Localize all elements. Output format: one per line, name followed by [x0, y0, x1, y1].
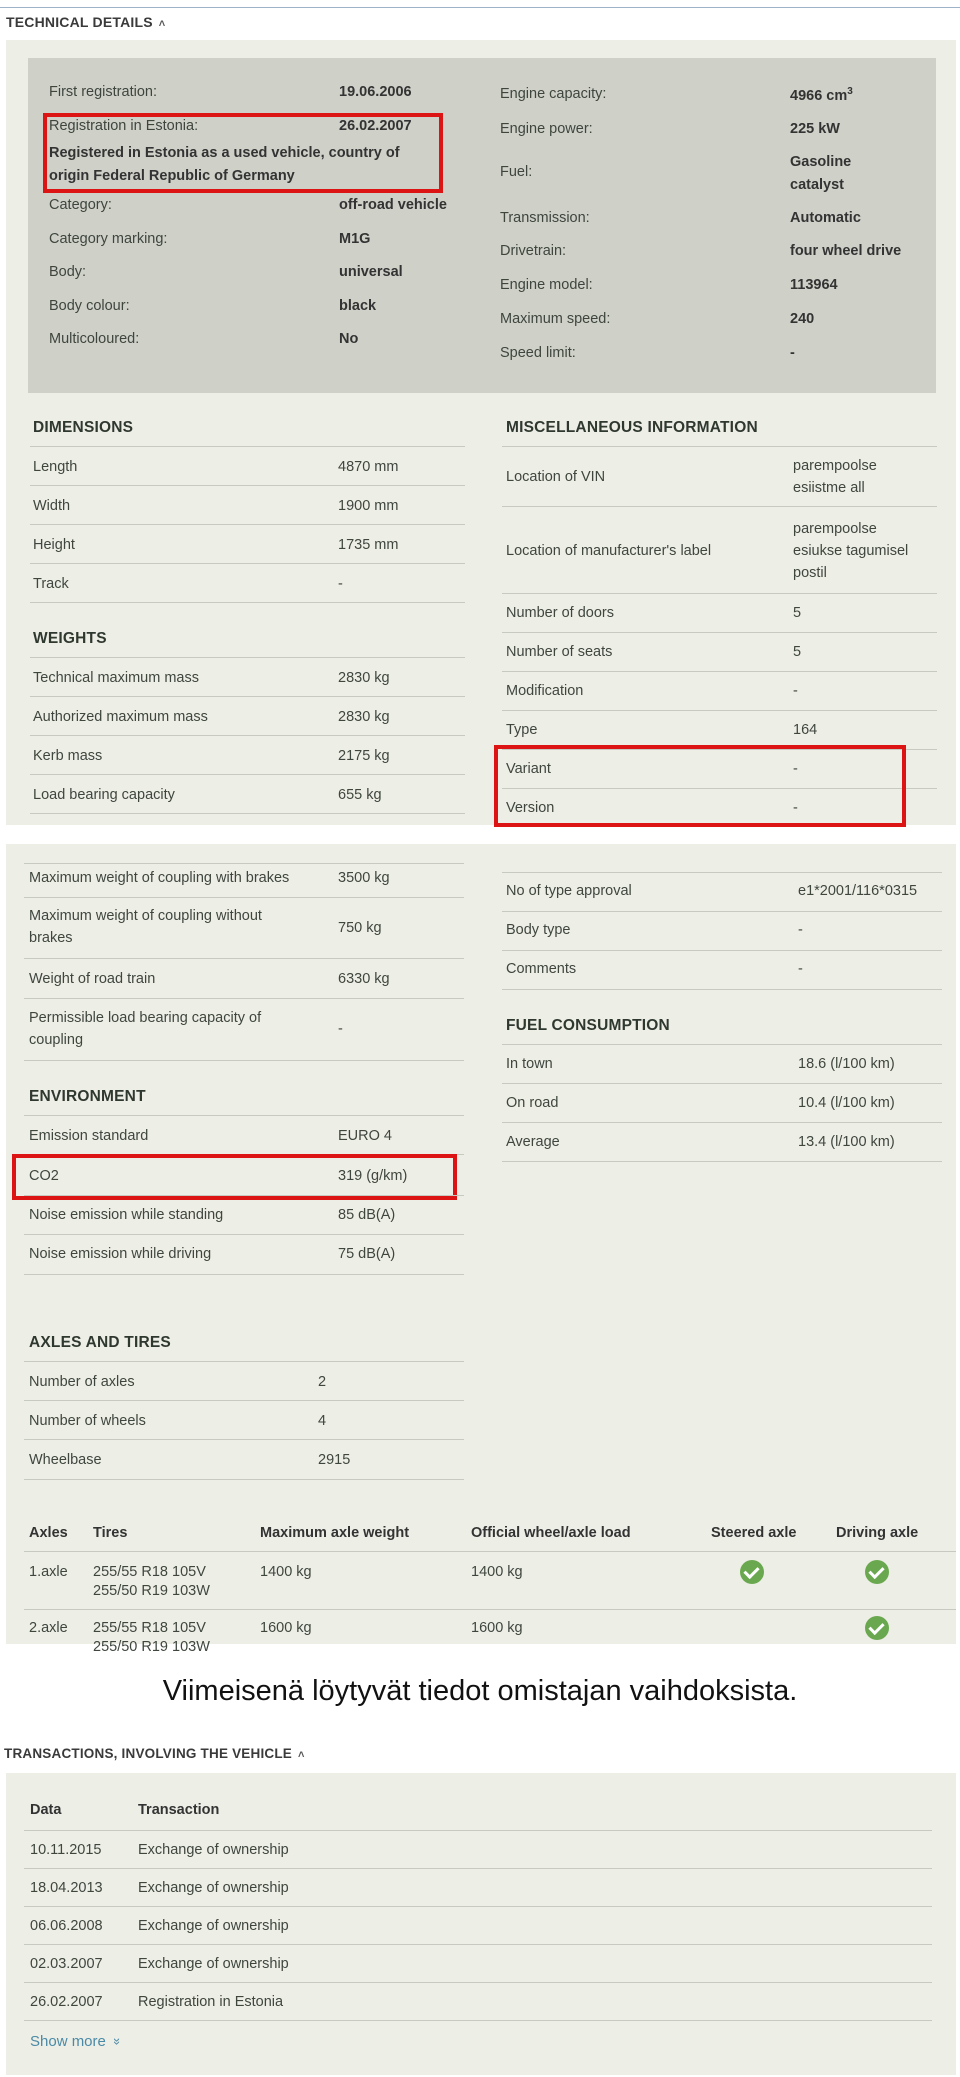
- type-label: Type: [506, 722, 538, 738]
- divider: [24, 1234, 464, 1235]
- divider: [24, 1115, 464, 1116]
- seats-value: 5: [793, 644, 802, 660]
- transaction-type: Exchange of ownership: [138, 1956, 289, 1972]
- emission-standard-label: Emission standard: [29, 1128, 149, 1144]
- authorized-max-mass-value: 2830 kg: [338, 709, 390, 725]
- coupling-without-brakes-label: Maximum weight of coupling without: [29, 908, 262, 924]
- transaction-date: 02.03.2007: [30, 1956, 103, 1972]
- divider: [24, 2020, 932, 2021]
- technical-max-mass-value: 2830 kg: [338, 670, 390, 686]
- technical-max-mass-label: Technical maximum mass: [33, 670, 199, 686]
- doors-value: 5: [793, 605, 802, 621]
- first-registration-value: 19.06.2006: [339, 84, 412, 100]
- registration-estonia-value: 26.02.2007: [339, 118, 412, 134]
- axle-1-max-weight: 1400 kg: [260, 1564, 312, 1580]
- transactions-title: TRANSACTIONS, INVOLVING THE VEHICLE: [4, 1746, 293, 1761]
- transaction-type: Exchange of ownership: [138, 1880, 289, 1896]
- divider: [502, 593, 937, 594]
- noise-driving-label: Noise emission while driving: [29, 1246, 212, 1262]
- multicoloured-label: Multicoloured:: [49, 331, 140, 347]
- divider: [30, 563, 465, 564]
- speed-limit-label: Speed limit:: [500, 345, 576, 361]
- divider: [30, 524, 465, 525]
- number-of-wheels-value: 4: [318, 1413, 327, 1429]
- comments-value: -: [798, 961, 803, 977]
- wheelbase-value: 2915: [318, 1452, 351, 1468]
- engine-model-label: Engine model:: [500, 277, 593, 293]
- max-axle-weight-column-header: Maximum axle weight: [260, 1525, 410, 1541]
- axle-2-max-weight: 1600 kg: [260, 1620, 312, 1636]
- fuel-value: Gasoline: [790, 154, 852, 170]
- number-of-axles-value: 2: [318, 1374, 327, 1390]
- engine-power-value: 225 kW: [790, 121, 840, 137]
- divider: [30, 696, 465, 697]
- first-registration-label: First registration:: [49, 84, 157, 100]
- vin-location-label: Location of VIN: [506, 469, 606, 485]
- transaction-column-header: Transaction: [138, 1802, 220, 1818]
- length-value: 4870 mm: [338, 459, 399, 475]
- axles-tires-heading: AXLES AND TIRES: [29, 1334, 171, 1351]
- transactions-header[interactable]: [4, 1746, 305, 1761]
- transmission-label: Transmission:: [500, 210, 590, 226]
- manufacturer-label-location-label: Location of manufacturer's label: [506, 543, 712, 559]
- divider: [502, 911, 942, 912]
- date-column-header: Data: [30, 1802, 62, 1818]
- divider: [24, 1361, 464, 1362]
- divider: [24, 1274, 464, 1275]
- co2-value: 319 (g/km): [338, 1168, 408, 1184]
- divider: [502, 1044, 942, 1045]
- manufacturer-label-value-3: postil: [793, 565, 827, 581]
- divider: [24, 897, 464, 898]
- divider: [30, 485, 465, 486]
- axle-1-tire-1: 255/55 R18 105V: [93, 1564, 206, 1580]
- highlight-co2: [12, 1154, 457, 1200]
- track-label: Track: [33, 576, 69, 592]
- average-value: 13.4 (l/100 km): [798, 1134, 895, 1150]
- axle-2-tire-2: 255/50 R19 103W: [93, 1639, 210, 1655]
- in-town-label: In town: [506, 1056, 553, 1072]
- category-label: Category:: [49, 197, 112, 213]
- axle-1-tire-2: 255/50 R19 103W: [93, 1583, 210, 1599]
- divider: [30, 735, 465, 736]
- road-train-weight-label: Weight of road train: [29, 971, 156, 987]
- multicoloured-value: No: [339, 331, 359, 347]
- coupling-without-brakes-label-2: brakes: [29, 930, 73, 946]
- vin-location-value-1: parempoolse: [793, 458, 877, 474]
- coupling-with-brakes-label: Maximum weight of coupling with brakes: [29, 870, 290, 886]
- divider: [24, 1551, 956, 1552]
- dimensions-heading: DIMENSIONS: [33, 419, 134, 436]
- divider: [24, 1439, 464, 1440]
- comments-label: Comments: [506, 961, 577, 977]
- on-road-label: On road: [506, 1095, 559, 1111]
- divider: [24, 998, 464, 999]
- noise-standing-value: 85 dB(A): [338, 1207, 396, 1223]
- load-bearing-capacity-value: 655 kg: [338, 787, 382, 803]
- divider: [24, 1060, 464, 1061]
- drivetrain-label: Drivetrain:: [500, 243, 567, 259]
- coupling-with-brakes-value: 3500 kg: [338, 870, 390, 886]
- body-colour-value: black: [339, 298, 377, 314]
- divider: [502, 632, 937, 633]
- coupling-load-capacity-label-2: coupling: [29, 1032, 84, 1048]
- type-approval-value: e1*2001/116*0315: [798, 883, 918, 899]
- coupling-without-brakes-value: 750 kg: [338, 920, 382, 936]
- coupling-load-capacity-value: -: [338, 1021, 343, 1037]
- top-border: [0, 7, 960, 8]
- type-approval-label: No of type approval: [506, 883, 632, 899]
- engine-model-value: 113964: [790, 277, 838, 293]
- official-load-column-header: Official wheel/axle load: [471, 1525, 631, 1541]
- modification-label: Modification: [506, 683, 584, 699]
- category-value: off-road vehicle: [339, 197, 447, 213]
- maximum-speed-label: Maximum speed:: [500, 311, 611, 327]
- show-more-label: Show more: [30, 2033, 106, 2050]
- registered-note-line2: origin Federal Republic of Germany: [49, 168, 295, 184]
- transaction-type: Registration in Estonia: [138, 1994, 284, 2010]
- in-town-value: 18.6 (l/100 km): [798, 1056, 895, 1072]
- divider: [502, 671, 937, 672]
- noise-standing-label: Noise emission while standing: [29, 1207, 224, 1223]
- show-more-link[interactable]: [30, 2033, 126, 2050]
- transmission-value: Automatic: [790, 210, 861, 226]
- width-value: 1900 mm: [338, 498, 399, 514]
- transaction-type: Exchange of ownership: [138, 1842, 289, 1858]
- emission-standard-value: EURO 4: [338, 1128, 392, 1144]
- axle-2-tire-2-clip: [93, 1636, 210, 1655]
- divider: [24, 863, 464, 864]
- divider: [24, 1609, 956, 1610]
- collapse-chevron-icon[interactable]: ˄: [298, 1749, 305, 1761]
- height-value: 1735 mm: [338, 537, 399, 553]
- engine-power-label: Engine power:: [500, 121, 593, 137]
- axles-column-header: Axles: [29, 1525, 68, 1541]
- axle-2-official-load: 1600 kg: [471, 1620, 523, 1636]
- number-of-wheels-label: Number of wheels: [29, 1413, 146, 1429]
- manufacturer-label-value-2: esiukse tagumisel: [793, 543, 909, 559]
- chevron-down-icon: »: [110, 2037, 126, 2046]
- axle-2-driving-check-icon: [865, 1616, 889, 1640]
- fuel-label: Fuel:: [500, 164, 533, 180]
- divider: [24, 1479, 464, 1480]
- fuel-value-2: catalyst: [790, 177, 845, 193]
- load-bearing-capacity-label: Load bearing capacity: [33, 787, 175, 803]
- transaction-type: Exchange of ownership: [138, 1918, 289, 1934]
- version-label: Version: [506, 800, 555, 816]
- divider: [30, 602, 465, 603]
- seats-label: Number of seats: [506, 644, 613, 660]
- category-marking-value: M1G: [339, 231, 371, 247]
- doors-label: Number of doors: [506, 605, 614, 621]
- body-type-value: -: [798, 922, 803, 938]
- on-road-value: 10.4 (l/100 km): [798, 1095, 895, 1111]
- transaction-date: 26.02.2007: [30, 1994, 103, 2010]
- track-value: -: [338, 576, 343, 592]
- body-label: Body:: [49, 264, 87, 280]
- maximum-speed-value: 240: [790, 311, 815, 327]
- axle-2-tire-1: 255/55 R18 105V: [93, 1620, 206, 1636]
- number-of-axles-label: Number of axles: [29, 1374, 135, 1390]
- highlight-registration: [43, 113, 443, 193]
- divider: [502, 989, 942, 990]
- divider: [502, 506, 937, 507]
- wheelbase-label: Wheelbase: [29, 1452, 102, 1468]
- divider: [24, 958, 464, 959]
- speed-limit-value: -: [790, 345, 795, 361]
- registered-note-line1: Registered in Estonia as a used vehicle, country of: [49, 145, 400, 161]
- axle-1-steered-check-icon: [740, 1560, 764, 1584]
- finnish-caption: Viimeisenä löytyvät tiedot omistajan vaihdoksista.: [162, 1675, 798, 1707]
- co2-label: CO2: [29, 1168, 59, 1184]
- body-type-label: Body type: [506, 922, 571, 938]
- category-marking-label: Category marking:: [49, 231, 168, 247]
- collapse-chevron-icon[interactable]: ˄: [158, 18, 166, 30]
- divider: [24, 1830, 932, 1831]
- average-label: Average: [506, 1134, 560, 1150]
- technical-details-header[interactable]: [6, 14, 165, 30]
- modification-value: -: [793, 683, 798, 699]
- divider: [24, 1195, 464, 1196]
- misc-heading: MISCELLANEOUS INFORMATION: [506, 419, 758, 436]
- divider: [24, 1868, 932, 1869]
- manufacturer-label-value-1: parempoolse: [793, 521, 877, 537]
- engine-capacity-label: Engine capacity:: [500, 86, 607, 102]
- engine-capacity-value: 4966 $cm^3$: [790, 86, 853, 104]
- transaction-date: 06.06.2008: [30, 1918, 103, 1934]
- length-label: Length: [33, 459, 78, 475]
- environment-heading: ENVIRONMENT: [29, 1088, 146, 1105]
- steered-axle-column-header: Steered axle: [711, 1525, 797, 1541]
- vin-location-value-2: esiistme all: [793, 480, 865, 496]
- registration-estonia-label: Registration in Estonia:: [49, 118, 199, 134]
- tires-column-header: Tires: [93, 1525, 128, 1541]
- height-label: Height: [33, 537, 75, 553]
- road-train-weight-value: 6330 kg: [338, 971, 390, 987]
- axle-1-driving-check-icon: [865, 1560, 889, 1584]
- width-label: Width: [33, 498, 71, 514]
- divider: [30, 774, 465, 775]
- transaction-date: 10.11.2015: [30, 1842, 102, 1858]
- body-value: universal: [339, 264, 403, 280]
- divider: [502, 446, 937, 447]
- noise-driving-value: 75 dB(A): [338, 1246, 396, 1262]
- version-value: -: [793, 800, 798, 816]
- authorized-max-mass-label: Authorized maximum mass: [33, 709, 208, 725]
- body-colour-label: Body colour:: [49, 298, 130, 314]
- axle-2-label: 2.axle: [29, 1620, 68, 1636]
- divider: [502, 710, 937, 711]
- technical-details-title: TECHNICAL DETAILS: [6, 14, 153, 30]
- type-value: 164: [793, 722, 818, 738]
- weights-heading: WEIGHTS: [33, 630, 107, 647]
- axle-1-label: 1.axle: [29, 1564, 68, 1580]
- variant-label: Variant: [506, 761, 551, 777]
- divider: [502, 1122, 942, 1123]
- divider: [24, 1906, 932, 1907]
- transaction-date: 18.04.2013: [30, 1880, 103, 1896]
- kerb-mass-value: 2175 kg: [338, 748, 390, 764]
- variant-value: -: [793, 761, 798, 777]
- divider: [24, 1944, 932, 1945]
- divider: [502, 1083, 942, 1084]
- driving-axle-column-header: Driving axle: [836, 1525, 919, 1541]
- divider: [502, 1161, 942, 1162]
- divider: [24, 1982, 932, 1983]
- fuel-consumption-heading: FUEL CONSUMPTION: [506, 1017, 670, 1034]
- divider: [30, 446, 465, 447]
- coupling-load-capacity-label: Permissible load bearing capacity of: [29, 1010, 262, 1026]
- drivetrain-value: four wheel drive: [790, 243, 902, 259]
- axle-1-official-load: 1400 kg: [471, 1564, 523, 1580]
- divider: [24, 1400, 464, 1401]
- divider: [30, 657, 465, 658]
- divider: [502, 950, 942, 951]
- highlight-variant-version: [494, 745, 906, 827]
- kerb-mass-label: Kerb mass: [33, 748, 103, 764]
- divider: [30, 813, 465, 814]
- divider: [502, 872, 942, 873]
